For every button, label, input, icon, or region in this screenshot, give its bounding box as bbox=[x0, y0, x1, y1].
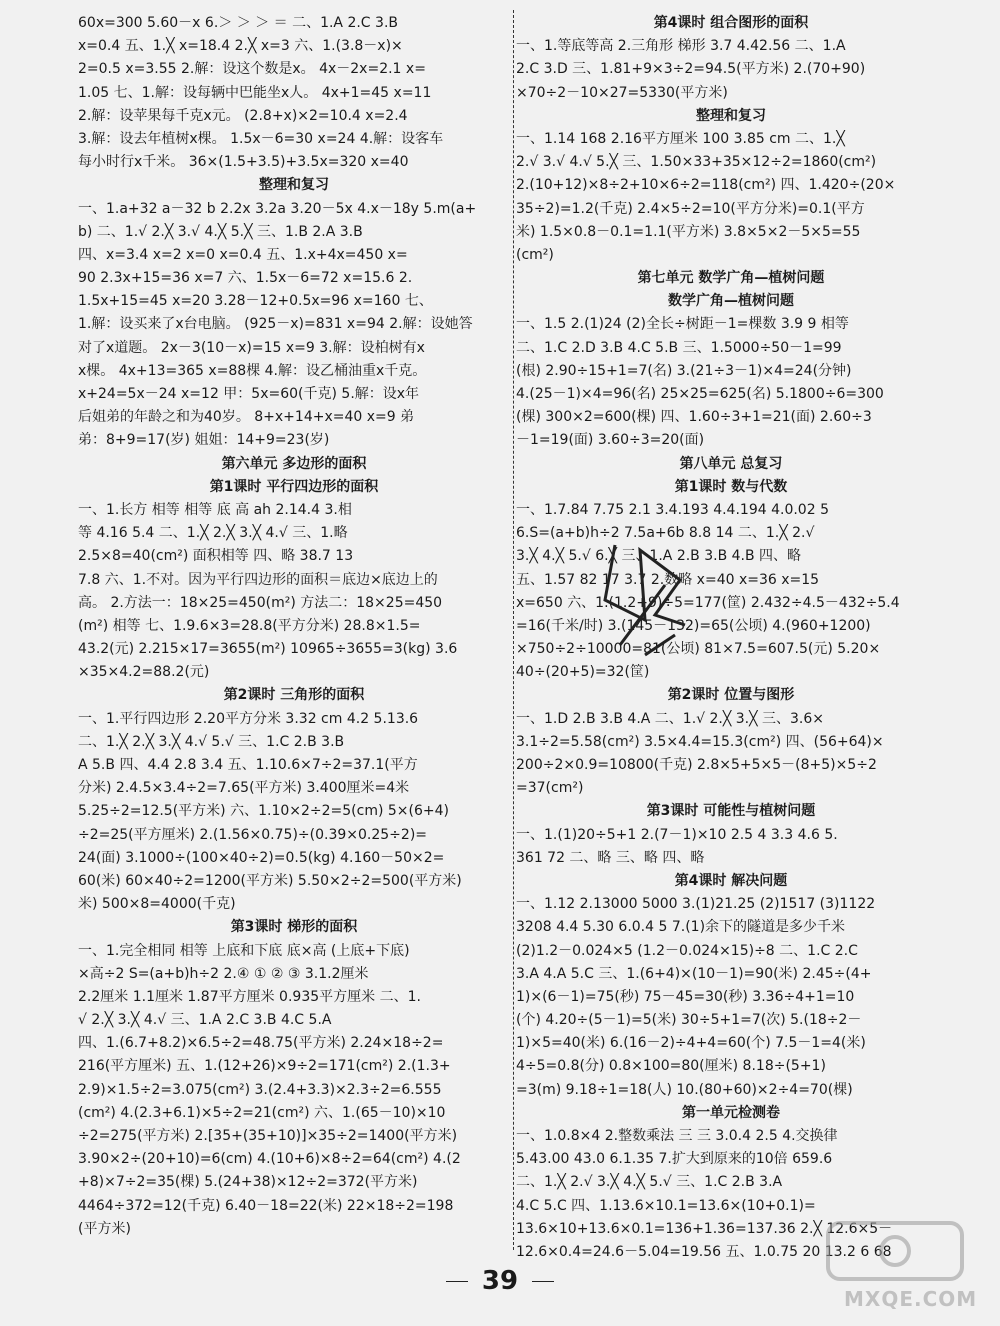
answer-line: 5.43.00 43.0 6.1.35 7.扩大到原来的10倍 659.6 bbox=[516, 1151, 833, 1168]
section-heading: 第4课时 解决问题 bbox=[674, 872, 788, 889]
answer-line: 1)×5=40(米) 6.(16－2)÷4+4=60(个) 7.5－1=4(米) bbox=[516, 1035, 866, 1052]
watermark-text: MXQE.COM bbox=[844, 1287, 978, 1311]
answer-line: 米) 1.5×0.8－0.1=1.1(平方米) 3.8×5×2－5×5=55 bbox=[516, 223, 861, 240]
answer-line: x=650 六、1.(1.2+9)÷5=177(筐) 2.432÷4.5－432÷5.4 bbox=[516, 594, 900, 611]
answer-line: 4.C 5.C 四、1.13.6×10.1=13.6×(10+0.1)= bbox=[516, 1197, 816, 1214]
answer-line: 后姐弟的年龄之和为40岁。 8+x+14+x=40 x=9 弟 bbox=[78, 409, 415, 426]
answer-line: 6.S=(a+b)h÷2 7.5a+6b 8.8 14 二、1.╳ 2.√ bbox=[516, 525, 815, 542]
answer-line: 43.2(元) 2.215×17=3655(m²) 10965÷3655=3(kg) 3.6 bbox=[78, 641, 458, 658]
answer-line: ×35×4.2=88.2(元) bbox=[78, 664, 210, 681]
answer-line: 3.解：设去年植树x棵。 1.5x－6=30 x=24 4.解：设客车 bbox=[78, 130, 444, 147]
answer-line: 60x=300 5.60－x 6.＞ ＞ ＞ ＝ 二、1.A 2.C 3.B bbox=[78, 15, 398, 31]
answer-line: 1)×(6－1)=75(秒) 75－45=30(秒) 3.36÷4+1=10 bbox=[516, 988, 855, 1005]
answer-line: 4.(25－1)×4=96(名) 25×25=625(名) 5.1800÷6=300 bbox=[516, 386, 884, 402]
section-heading: 第1课时 平行四边形的面积 bbox=[209, 478, 379, 495]
answer-line: 一、1.5 2.(1)24 (2)全长÷树距－1=棵数 3.9 9 相等 bbox=[516, 316, 849, 333]
section-heading: 第3课时 梯形的面积 bbox=[230, 919, 358, 936]
answer-line: 高。 2.方法一：18×25=450(m²) 方法二：18×25=450 bbox=[78, 594, 443, 611]
answer-line: x棵。 4x+13=365 x=88棵 4.解：设乙桶油重x千克。 bbox=[78, 362, 427, 379]
answer-line: 3.╳ 4.╳ 5.√ 6.╳ 三、1.A 2.B 3.B 4.B 四、略 bbox=[516, 548, 802, 565]
answer-line: 4÷5=0.8(分) 0.8×100=80(厘米) 8.18÷(5+1) bbox=[516, 1058, 826, 1075]
answer-line: 12.6×0.4=24.6－5.04=19.56 五、1.0.75 20 13.2 6 68 bbox=[516, 1243, 892, 1260]
answer-line: 216(平方厘米) 五、1.(12+26)×9÷2=171(cm²) 2.(1.3+ bbox=[78, 1058, 451, 1075]
answer-line: 一、1.完全相同 相等 上底和下底 底×高 (上底+下底) bbox=[78, 942, 410, 959]
answer-line: 一、1.a+32 a－32 b 2.2x 3.2a 3.20－5x 4.x－18y 5.m(a+ bbox=[78, 200, 477, 217]
left-answer-column bbox=[78, 12, 510, 1241]
handwritten-scribble bbox=[585, 525, 715, 665]
answer-line: 2.9)×1.5÷2=3.075(cm²) 3.(2.4+3.3)×2.3÷2=6.555 bbox=[78, 1081, 442, 1098]
answer-line: =16(千米/时) 3.(145－132)=65(公顷) 4.(960+1200) bbox=[516, 617, 871, 634]
answer-line: 对了x道题。 2x－3(10－x)=15 x=9 3.解：设柏树有x bbox=[78, 339, 425, 356]
answer-line: 35÷2)=1.2(千克) 2.4×5÷2=10(平方分米)=0.1(平方 bbox=[516, 200, 865, 217]
section-heading: 第1课时 数与代数 bbox=[674, 478, 788, 495]
answer-line: (2)1.2－0.024×5 (1.2－0.024×15)÷8 二、1.C 2.C bbox=[516, 942, 858, 959]
answer-line: 4464÷372=12(千克) 6.40－18=22(米) 22×18÷2=198 bbox=[78, 1197, 454, 1214]
answer-line: ÷2=25(平方厘米) 2.(1.56×0.75)÷(0.39×0.25÷2)= bbox=[78, 826, 428, 843]
answer-line: 二、1.╳ 2.√ 3.╳ 4.╳ 5.√ 三、1.C 2.B 3.A bbox=[516, 1174, 783, 1191]
answer-line: 5.25÷2=12.5(平方米) 六、1.10×2÷2=5(cm) 5×(6+4) bbox=[78, 803, 449, 820]
answer-line: －1=19(面) 3.60÷3=20(面) bbox=[516, 432, 705, 449]
answer-line: 一、1.(1)20÷5+1 2.(7－1)×10 2.5 4 3.3 4.6 5. bbox=[516, 826, 838, 843]
answer-line: 40÷(20+5)=32(筐) bbox=[516, 664, 650, 681]
section-heading: 整理和复习 bbox=[696, 107, 766, 124]
answer-line: (cm²) 4.(2.3+6.1)×5÷2=21(cm²) 六、1.(65－10)×10 bbox=[78, 1104, 446, 1121]
answer-line: 24(面) 3.1000÷(100×40÷2)=0.5(kg) 4.160－50×2= bbox=[78, 849, 445, 866]
page-number: 39 bbox=[0, 1266, 1000, 1296]
answer-line: 一、1.0.8×4 2.整数乘法 三 三 3.0.4 2.5 4.交换律 bbox=[516, 1128, 838, 1144]
section-heading: 第2课时 位置与图形 bbox=[667, 687, 795, 704]
answer-line: 3208 4.4 5.30 6.0.4 5 7.(1)余下的隧道是多少千米 bbox=[516, 919, 846, 936]
answer-line: 2=0.5 x=3.55 2.解：设这个数是x。 4x－2x=2.1 x= bbox=[78, 61, 426, 78]
answer-line: 2.2厘米 1.1厘米 1.87平方厘米 0.935平方厘米 二、1. bbox=[78, 988, 421, 1005]
answer-line: (cm²) bbox=[516, 246, 554, 263]
section-heading: 第八单元 总复习 bbox=[679, 455, 783, 472]
answer-line: 2.5×8=40(cm²) 面积相等 四、略 38.7 13 bbox=[78, 548, 354, 565]
answer-line: √ 2.╳ 3.╳ 4.√ 三、1.A 2.C 3.B 4.C 5.A bbox=[78, 1012, 332, 1029]
answer-line: 1.5x+15=45 x=20 3.28－12+0.5x=96 x=160 七、 bbox=[78, 293, 433, 310]
answer-line: 二、1.C 2.D 3.B 4.C 5.B 三、1.5000÷50－1=99 bbox=[516, 339, 842, 356]
answer-line: 每小时行x千米。 36×(1.5+3.5)+3.5x=320 x=40 bbox=[78, 154, 409, 171]
answer-line: ×750÷2÷10000=81(公顷) 81×7.5=607.5(元) 5.20× bbox=[516, 641, 881, 658]
answer-line: 2.√ 3.√ 4.√ 5.╳ 三、1.50×33+35×12÷2=1860(cm²) bbox=[516, 154, 877, 171]
answer-line: 四、x=3.4 x=2 x=0 x=0.4 五、1.x+4x=450 x= bbox=[78, 246, 408, 263]
section-heading: 第一单元检测卷 bbox=[682, 1104, 780, 1121]
answer-line: ÷2=275(平方米) 2.[35+(35+10)]×35÷2=1400(平方米) bbox=[78, 1128, 458, 1144]
answer-line: 分米) 2.4.5×3.4÷2=7.65(平方米) 3.400厘米=4米 bbox=[78, 780, 410, 797]
answer-line: 1.解：设买来了x台电脑。 (925－x)=831 x=94 2.解：设她答 bbox=[78, 316, 473, 333]
answer-line: 7.8 六、1.不对。因为平行四边形的面积＝底边×底边上的 bbox=[78, 571, 438, 588]
answer-line: (根) 2.90÷15+1=7(名) 3.(21÷3－1)×4=24(分钟) bbox=[516, 362, 852, 379]
answer-line: ×高÷2 S=(a+b)h÷2 2.④ ① ② ③ 3.1.2厘米 bbox=[78, 965, 369, 982]
answer-line: (平方米) bbox=[78, 1220, 131, 1237]
answer-line: 2.(10+12)×8÷2+10×6÷2=118(cm²) 四、1.420÷(20× bbox=[516, 177, 896, 194]
answer-line: ×70÷2－10×27=5330(平方米) bbox=[516, 84, 728, 101]
column-divider bbox=[513, 10, 514, 1250]
section-heading: 第七单元 数学广角—植树问题 bbox=[637, 270, 825, 287]
answer-line: (m²) 相等 七、1.9.6×3=28.8(平方分米) 28.8×1.5= bbox=[78, 617, 421, 634]
answer-line: 13.6×10+13.6×0.1=136+1.36=137.36 2.╳ 12.6×5－ bbox=[516, 1220, 893, 1237]
answer-line: 2.解：设苹果每千克x元。 (2.8+x)×2=10.4 x=2.4 bbox=[78, 107, 408, 124]
section-heading: 第4课时 组合图形的面积 bbox=[653, 15, 809, 31]
answer-line: 一、1.平行四边形 2.20平方分米 3.32 cm 4.2 5.13.6 bbox=[78, 710, 419, 727]
answer-line: x+24=5x－24 x=12 甲：5x=60(千克) 5.解：设x年 bbox=[78, 386, 420, 402]
right-answer-column bbox=[516, 12, 946, 1264]
answer-line: 米) 500×8=4000(千克) bbox=[78, 896, 236, 913]
answer-line: 一、1.12 2.13000 5000 3.(1)21.25 (2)1517 (3)1122 bbox=[516, 896, 876, 913]
answer-line: 1.05 七、1.解：设每辆中巴能坐x人。 4x+1=45 x=11 bbox=[78, 84, 432, 101]
answer-line: 一、1.D 2.B 3.B 4.A 二、1.√ 2.╳ 3.╳ 三、3.6× bbox=[516, 710, 824, 727]
answer-line: =3(m) 9.18÷1=18(人) 10.(80+60)×2÷4=70(棵) bbox=[516, 1081, 853, 1098]
answer-line: 一、1.14 168 2.16平方厘米 100 3.85 cm 二、1.╳ bbox=[516, 130, 845, 147]
answer-line: 3.1÷2=5.58(cm²) 3.5×4.4=15.3(cm²) 四、(56+64)× bbox=[516, 733, 884, 750]
section-heading: 第六单元 多边形的面积 bbox=[221, 455, 367, 472]
answer-line: 等 4.16 5.4 二、1.╳ 2.╳ 3.╳ 4.√ 三、1.略 bbox=[78, 525, 348, 542]
answer-line: 四、1.(6.7+8.2)×6.5÷2=48.75(平方米) 2.24×18÷2= bbox=[78, 1035, 444, 1052]
answer-line: 2.C 3.D 三、1.81+9×3÷2=94.5(平方米) 2.(70+90) bbox=[516, 61, 866, 78]
answer-line: b) 二、1.√ 2.╳ 3.√ 4.╳ 5.╳ 三、1.B 2.A 3.B bbox=[78, 223, 363, 240]
answer-line: +8)×7÷2=35(棵) 5.(24+38)×12÷2=372(平方米) bbox=[78, 1174, 418, 1191]
section-heading: 第2课时 三角形的面积 bbox=[223, 687, 365, 704]
answer-line: 60(米) 60×40÷2=1200(平方米) 5.50×2÷2=500(平方米) bbox=[78, 872, 462, 889]
answer-line: 3.90×2÷(20+10)=6(cm) 4.(10+6)×8÷2=64(cm²) 4.(2 bbox=[78, 1151, 461, 1168]
answer-line: A 5.B 四、4.4 2.8 3.4 五、1.10.6×7÷2=37.1(平方 bbox=[78, 757, 418, 773]
section-heading: 整理和复习 bbox=[259, 177, 329, 194]
site-watermark bbox=[820, 1215, 990, 1315]
answer-line: (棵) 300×2=600(棵) 四、1.60÷3+1=21(面) 2.60÷3 bbox=[516, 409, 872, 426]
answer-line: 一、1.7.84 7.75 2.1 3.4.193 4.4.194 4.0.02 5 bbox=[516, 501, 829, 518]
answer-line: 3.A 4.A 5.C 三、1.(6+4)×(10－1)=90(米) 2.45÷(4+ bbox=[516, 965, 872, 982]
answer-line: 五、1.57 82 17 3.7 2.数略 x=40 x=36 x=15 bbox=[516, 571, 820, 588]
answer-line: =37(cm²) bbox=[516, 780, 584, 797]
answer-line: 90 2.3x+15=36 x=7 六、1.5x－6=72 x=15.6 2. bbox=[78, 270, 413, 287]
answer-line: x=0.4 五、1.╳ x=18.4 2.╳ x=3 六、1.(3.8－x)× bbox=[78, 38, 403, 55]
answer-line: 361 72 二、略 三、略 四、略 bbox=[516, 849, 705, 866]
answer-line: 弟：8+9=17(岁) 姐姐：14+9=23(岁) bbox=[78, 432, 330, 449]
answer-line: (个) 4.20÷(5－1)=5(米) 30÷5+1=7(次) 5.(18÷2－ bbox=[516, 1012, 862, 1029]
answer-line: 二、1.╳ 2.╳ 3.╳ 4.√ 5.√ 三、1.C 2.B 3.B bbox=[78, 733, 345, 750]
section-heading: 数学广角—植树问题 bbox=[668, 293, 794, 310]
section-heading: 第3课时 可能性与植树问题 bbox=[646, 803, 816, 820]
answer-line: 200÷2×0.9=10800(千克) 2.8×5+5×5－(8+5)×5÷2 bbox=[516, 757, 877, 773]
answer-line: 一、1.等底等高 2.三角形 梯形 3.7 4.42.56 二、1.A bbox=[516, 38, 846, 55]
answer-line: 一、1.长方 相等 相等 底 高 ah 2.14.4 3.相 bbox=[78, 501, 352, 518]
